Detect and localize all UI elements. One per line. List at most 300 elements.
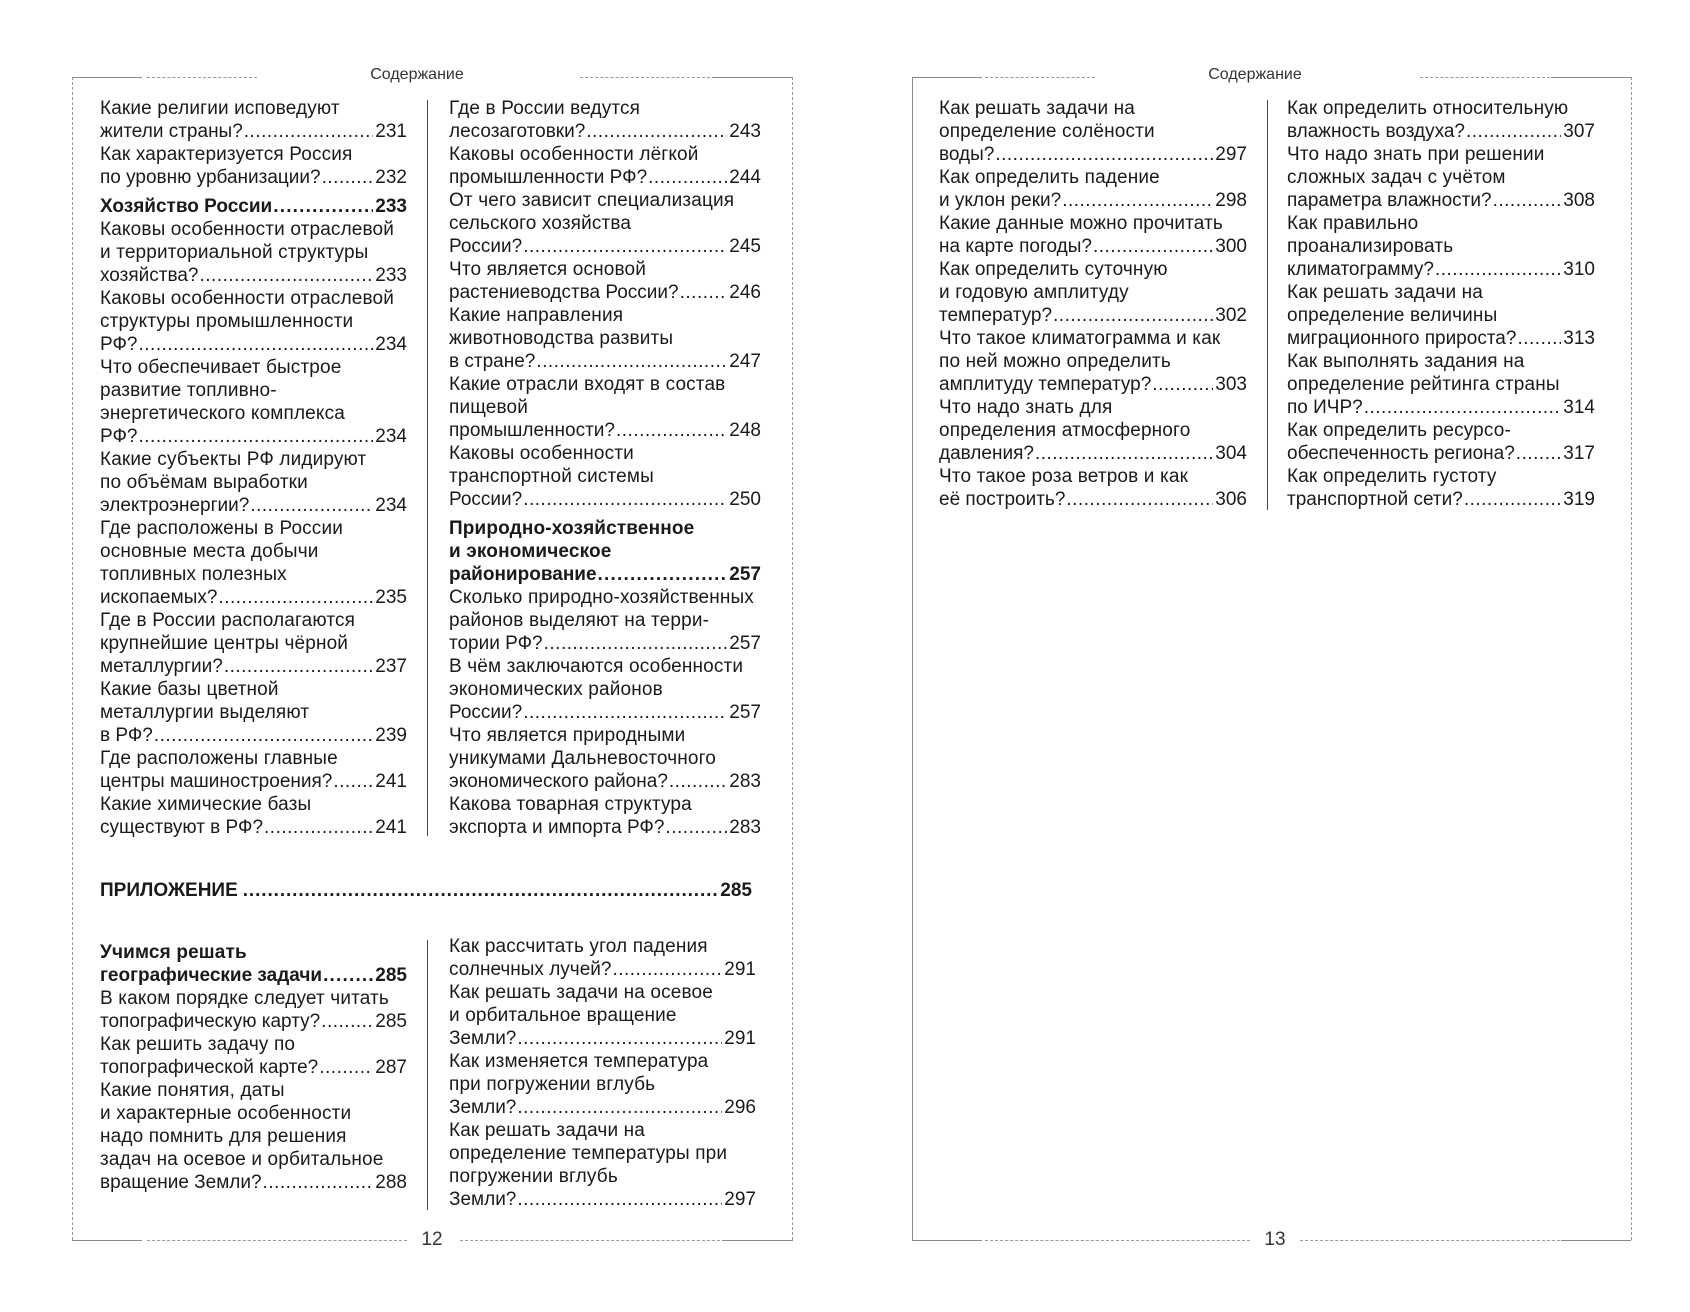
toc-column-1 [100, 97, 407, 839]
leader-dots [523, 701, 727, 724]
frame-top-line [712, 77, 793, 78]
toc-page-number: 243 [729, 121, 761, 142]
toc-entry-text: Что является основой [449, 259, 646, 280]
toc-entry [449, 935, 756, 981]
toc-entry [1287, 281, 1595, 350]
toc-entry-last-line [100, 195, 407, 218]
toc-page-number: 283 [729, 817, 761, 838]
toc-entry [100, 287, 407, 356]
toc-page-number: 231 [375, 121, 407, 142]
toc-entry-last-line [449, 1096, 756, 1119]
leader-dots [648, 166, 727, 189]
leader-dots [1435, 258, 1561, 281]
toc-entry-last-line [939, 143, 1247, 166]
toc-section-heading [449, 517, 761, 586]
leader-dots [154, 724, 373, 747]
leader-dots [1517, 327, 1561, 350]
toc-page-number: 239 [375, 725, 407, 746]
toc-entry [449, 655, 761, 724]
toc-entry-text: центры машиностроения? [100, 771, 333, 792]
leader-dots [517, 1096, 722, 1119]
toc-entry-text: климатограмму? [1287, 259, 1434, 280]
toc-entry-last-line [449, 1027, 756, 1050]
toc-entry [1287, 350, 1595, 419]
toc-page-number: 303 [1215, 374, 1247, 395]
toc-entry-text: топливных полезных [100, 564, 287, 585]
toc-entry [100, 987, 407, 1033]
toc-page-number: 302 [1215, 305, 1247, 326]
toc-entry-text: Какие отрасли входят в состав [449, 374, 726, 395]
toc-entry [1287, 143, 1595, 212]
toc-entry-last-line [939, 189, 1247, 212]
leader-dots [1493, 189, 1562, 212]
toc-entry-last-line [449, 419, 761, 442]
leader-dots [1466, 120, 1561, 143]
toc-entry-text: Что надо знать при решении [1287, 144, 1545, 165]
page-number: 13 [1264, 1229, 1286, 1250]
toc-entry-last-line [939, 373, 1247, 396]
leader-dots [1464, 488, 1561, 511]
toc-entry-text: по уровню урбанизации? [100, 167, 321, 188]
leader-dots [321, 1010, 373, 1033]
toc-entry-text: сложных задач с учётом [1287, 167, 1506, 188]
toc-entry-text: определение температуры при [449, 1143, 728, 1164]
toc-entry-last-line [100, 655, 407, 678]
toc-page-number: 285 [375, 1011, 407, 1032]
toc-entry-text: районирование [449, 564, 597, 585]
toc-entry-text: Где расположены главные [100, 748, 338, 769]
toc-entry-text: параметра влажности? [1287, 190, 1492, 211]
frame-top-dash [985, 77, 1095, 78]
leader-dots [319, 1056, 373, 1079]
toc-entry-last-line [449, 1188, 756, 1211]
toc-entry [449, 586, 761, 655]
toc-entry [100, 1079, 407, 1194]
toc-entry [100, 218, 407, 287]
toc-entry-text: Сколько природно-хозяйственных [449, 587, 754, 608]
toc-entry-last-line [939, 488, 1247, 511]
toc-entry-text: Земли? [449, 1028, 517, 1049]
frame-bottom-line [1561, 1240, 1631, 1241]
toc-entry-text: Какие понятия, даты [100, 1080, 285, 1101]
toc-entry-text: От чего зависит специализация [449, 190, 735, 211]
leader-dots [333, 770, 373, 793]
toc-page-number: 314 [1563, 397, 1595, 418]
frame-bottom-line [72, 1240, 142, 1241]
toc-page-number: 241 [375, 771, 407, 792]
toc-entry-text: Как решать задачи на осевое [449, 982, 713, 1003]
toc-page-number: 234 [375, 334, 407, 355]
toc-entry-last-line [449, 120, 761, 143]
toc-entry [100, 747, 407, 793]
toc-entry-text: Как решать задачи на [1287, 282, 1483, 303]
toc-entry-text: Как определить относительную [1287, 98, 1569, 119]
toc-page-number: 232 [375, 167, 407, 188]
toc-entry-text: электроэнергии? [100, 495, 250, 516]
toc-page-number: 233 [375, 196, 407, 217]
toc-entry-text: и орбитальное вращение [449, 1005, 677, 1026]
toc-entry-text: Как выполнять задания на [1287, 351, 1525, 372]
toc-entry-last-line [449, 563, 761, 586]
frame-bottom-dash [1300, 1240, 1560, 1241]
frame-bottom-line [722, 1240, 793, 1241]
toc-entry-last-line [100, 120, 407, 143]
toc-entry-text: ископаемых? [100, 587, 218, 608]
toc-entry-text: жители страны? [100, 121, 243, 142]
appendix-label: ПРИЛОЖЕНИЕ [100, 880, 238, 901]
toc-entry-text: Как определить ресурсо- [1287, 420, 1511, 441]
toc-entry [939, 327, 1247, 396]
toc-entry-last-line [1287, 442, 1595, 465]
toc-page-number: 246 [729, 282, 761, 303]
toc-entry-text: Какие химические базы [100, 794, 312, 815]
toc-entry [939, 212, 1247, 258]
leader-dots [544, 632, 728, 655]
toc-entry-text: надо помнить для решения [100, 1126, 347, 1147]
toc-entry-text: Как правильно [1287, 213, 1419, 234]
toc-entry-text: В чём заключаются особенности [449, 656, 744, 677]
toc-entry-text: при погружении вглубь [449, 1074, 656, 1095]
toc-entry-text: Как изменяется температура [449, 1051, 709, 1072]
leader-dots [1062, 189, 1213, 212]
toc-entry-text: России? [449, 489, 523, 510]
toc-entry [449, 97, 761, 143]
toc-section-heading [100, 941, 407, 987]
page-number: 12 [421, 1229, 443, 1250]
toc-page-number: 285 [375, 965, 407, 986]
toc-entry-text: экономического района? [449, 771, 668, 792]
toc-entry-text: Какие субъекты РФ лидируют [100, 449, 367, 470]
frame-bottom-dash [147, 1240, 407, 1241]
toc-entry-text: транспортной системы [449, 466, 654, 487]
toc-entry-text: России? [449, 702, 523, 723]
toc-entry-last-line [100, 1010, 407, 1033]
leader-dots [218, 586, 373, 609]
toc-entry-text: хозяйства? [100, 265, 199, 286]
toc-column-2 [1287, 97, 1595, 511]
toc-entry-last-line [1287, 396, 1595, 419]
toc-entry-last-line [449, 281, 761, 304]
leader-dots [517, 1027, 722, 1050]
toc-entry [939, 465, 1247, 511]
toc-entry-text: топографическую карту? [100, 1011, 321, 1032]
toc-entry-last-line [939, 235, 1247, 258]
toc-entry-text: по ней можно определить [939, 351, 1171, 372]
toc-entry-text: солнечных лучей? [449, 959, 612, 980]
toc-entry-text: Каковы особенности отраслевой [100, 219, 395, 240]
toc-page-number: 297 [724, 1189, 756, 1210]
toc-entry-text: Как характеризуется Россия [100, 144, 353, 165]
toc-entry-text: проанализировать [1287, 236, 1454, 257]
toc-entry-last-line [100, 494, 407, 517]
toc-entry-text: лесозаготовки? [449, 121, 586, 142]
toc-column-2 [449, 97, 761, 839]
toc-entry-last-line [100, 1171, 407, 1194]
toc-entry-last-line [100, 586, 407, 609]
toc-entry-last-line [449, 770, 761, 793]
leader-dots [665, 816, 727, 839]
toc-entry-text: и уклон реки? [939, 190, 1062, 211]
toc-page-number: 235 [375, 587, 407, 608]
toc-entry-text: крупнейшие центры чёрной [100, 633, 349, 654]
toc-entry-last-line [449, 488, 761, 511]
toc-entry [100, 448, 407, 517]
toc-entry [449, 1119, 756, 1211]
toc-entry-text: Каковы особенности отраслевой [100, 288, 395, 309]
toc-page-number: 234 [375, 426, 407, 447]
toc-entry-last-line [100, 425, 407, 448]
leader-dots [138, 333, 373, 356]
toc-entry-text: на карте погоды? [939, 236, 1092, 257]
toc-entry-last-line [100, 964, 407, 987]
toc-entry-last-line [1287, 258, 1595, 281]
toc-entry-text: миграционного прироста? [1287, 328, 1517, 349]
appendix-entry [100, 880, 752, 902]
toc-entry-text: влажность воздуха? [1287, 121, 1465, 142]
toc-entry-text: и характерные особенности [100, 1103, 352, 1124]
toc-entry [100, 97, 407, 143]
leader-dots [995, 143, 1213, 166]
frame-left-edge [72, 77, 73, 1240]
toc-page-number: 304 [1215, 443, 1247, 464]
toc-entry-text: Как решать задачи на [449, 1120, 645, 1141]
frame-top-dash [147, 77, 257, 78]
toc-entry [449, 442, 761, 511]
toc-entry [449, 793, 761, 839]
toc-page-number: 237 [375, 656, 407, 677]
toc-entry [100, 143, 407, 189]
frame-bottom-dash [985, 1240, 1250, 1241]
frame-top-dash [1420, 77, 1550, 78]
toc-entry-text: энергетического комплекса [100, 403, 345, 424]
frame-top-line [912, 77, 982, 78]
leader-dots [680, 281, 728, 304]
toc-page-number: 306 [1215, 489, 1247, 510]
toc-entry-text: животноводства развиты [449, 328, 674, 349]
toc-entry-text: основные места добычи [100, 541, 319, 562]
toc-entry-text: в РФ? [100, 725, 153, 746]
toc-entry-text: Где в России располагаются [100, 610, 356, 631]
toc-entry-text: пищевой [449, 397, 528, 418]
toc-entry [449, 258, 761, 304]
toc-page-number: 307 [1563, 121, 1595, 142]
toc-entry [1287, 97, 1595, 143]
toc-page-number: 308 [1563, 190, 1595, 211]
toc-entry-text: промышленности? [449, 420, 615, 441]
toc-page-number: 257 [729, 633, 761, 654]
leader-dots [536, 350, 727, 373]
toc-entry-text: температур? [939, 305, 1053, 326]
toc-entry [939, 396, 1247, 465]
toc-entry-text: Какие религии исповедуют [100, 98, 340, 119]
toc-entry-text: Учимся решать [100, 942, 247, 963]
toc-entry [939, 97, 1247, 166]
toc-entry-text: Какова товарная структура [449, 794, 692, 815]
toc-entry-text: сельского хозяйства [449, 213, 632, 234]
toc-entry-text: Какие данные можно прочитать [939, 213, 1223, 234]
toc-entry-text: воды? [939, 144, 995, 165]
toc-entry-text: определение рейтинга страны [1287, 374, 1560, 395]
toc-page-number: 319 [1563, 489, 1595, 510]
leader-dots [669, 770, 727, 793]
toc-page-number: 298 [1215, 190, 1247, 211]
toc-entry-last-line [939, 304, 1247, 327]
toc-entry-text: уникумами Дальневосточного [449, 748, 717, 769]
toc-entry-text: Хозяйство России [100, 196, 273, 217]
toc-page-number: 233 [375, 265, 407, 286]
toc-page-number: 291 [724, 1028, 756, 1049]
toc-entry-text: промышленности РФ? [449, 167, 648, 188]
toc-entry [100, 678, 407, 747]
toc-entry-text: вращение Земли? [100, 1172, 262, 1193]
toc-entry-last-line [449, 166, 761, 189]
toc-entry [100, 1033, 407, 1079]
toc-entry-text: Где в России ведутся [449, 98, 641, 119]
column-separator [1267, 100, 1268, 510]
toc-entry-text: и экономическое [449, 541, 612, 562]
toc-entry-text: погружении вглубь [449, 1166, 618, 1187]
leader-dots [1152, 373, 1213, 396]
toc-entry-text: Как рассчитать угол падения [449, 936, 708, 957]
toc-entry-text: определение величины [1287, 305, 1498, 326]
toc-entry-text: развитие топливно- [100, 380, 277, 401]
toc-page-number: 287 [375, 1057, 407, 1078]
toc-entry [449, 1050, 756, 1119]
toc-entry-last-line [100, 770, 407, 793]
toc-entry-text: РФ? [100, 426, 138, 447]
leader-dots [250, 494, 373, 517]
leader-dots [1516, 442, 1562, 465]
toc-page-number: 317 [1563, 443, 1595, 464]
toc-entry-text: её построить? [939, 489, 1066, 510]
toc-entry-text: структуры промышленности [100, 311, 354, 332]
frame-bottom-line [912, 1240, 982, 1241]
toc-entry-text: Как решить задачу по [100, 1034, 296, 1055]
toc-page-number: 313 [1563, 328, 1595, 349]
toc-entry-text: давления? [939, 443, 1034, 464]
toc-entry [449, 143, 761, 189]
toc-entry-text: Что является природными [449, 725, 686, 746]
leader-dots [224, 655, 373, 678]
toc-entry-text: обеспеченность региона? [1287, 443, 1515, 464]
toc-entry-text: районов выделяют на терри- [449, 610, 710, 631]
toc-entry-last-line [100, 724, 407, 747]
toc-entry-text: экономических районов [449, 679, 663, 700]
toc-entry-text: существуют в РФ? [100, 817, 264, 838]
toc-column-1 [939, 97, 1247, 511]
leader-dots [1035, 442, 1213, 465]
leader-dots [244, 120, 374, 143]
toc-entry-text: Природно-хозяйственное [449, 518, 695, 539]
toc-entry-text: Как определить суточную [939, 259, 1168, 280]
toc-entry-text: Что обеспечивает быстрое [100, 357, 342, 378]
frame-top-line [72, 77, 142, 78]
leader-dots [598, 563, 728, 586]
toc-entry-text: металлургии выделяют [100, 702, 310, 723]
toc-entry [100, 609, 407, 678]
toc-section-heading [100, 195, 407, 218]
toc-entry-text: Как определить падение [939, 167, 1160, 188]
toc-entry-last-line [1287, 488, 1595, 511]
leader-dots [1364, 396, 1562, 419]
leader-dots [323, 964, 373, 987]
toc-entry-text: Каковы особенности [449, 443, 634, 464]
toc-entry [1287, 212, 1595, 281]
leader-dots [523, 488, 727, 511]
toc-page-number: 244 [729, 167, 761, 188]
toc-page-number: 297 [1215, 144, 1247, 165]
toc-entry-text: топографической карте? [100, 1057, 319, 1078]
toc-entry-text: Где расположены в России [100, 518, 343, 539]
toc-entry-last-line [449, 235, 761, 258]
leader-dots [273, 195, 373, 218]
toc-entry [100, 517, 407, 609]
toc-entry-text: транспортной сети? [1287, 489, 1463, 510]
toc-entry [939, 166, 1247, 212]
toc-entry-text: экспорта и импорта РФ? [449, 817, 665, 838]
leader-dots [1093, 235, 1213, 258]
running-head: Содержание [370, 66, 464, 83]
toc-entry-last-line [449, 632, 761, 655]
frame-top-line [1551, 77, 1631, 78]
toc-entry-text: Как решать задачи на [939, 98, 1135, 119]
toc-entry-text: Какие направления [449, 305, 624, 326]
toc-entry-text: географические задачи [100, 965, 323, 986]
toc-page-number: 245 [729, 236, 761, 257]
leader-dots [586, 120, 727, 143]
toc-entry-text: Какие базы цветной [100, 679, 279, 700]
leader-dots [612, 958, 722, 981]
toc-entry-text: определения атмосферного [939, 420, 1191, 441]
toc-entry-last-line [939, 442, 1247, 465]
toc-entry-text: задач на осевое и орбитальное [100, 1149, 384, 1170]
toc-entry-text: и территориальной структуры [100, 242, 369, 263]
toc-entry-last-line [449, 350, 761, 373]
frame-right-edge [1631, 77, 1632, 1240]
toc-entry [449, 724, 761, 793]
leader-dots [322, 166, 374, 189]
toc-entry-text: по ИЧР? [1287, 397, 1363, 418]
toc-page-number: 257 [729, 702, 761, 723]
toc-page-number: 250 [729, 489, 761, 510]
toc-entry-text: Земли? [449, 1189, 517, 1210]
toc-entry-last-line [1287, 120, 1595, 143]
leader-dots [1066, 488, 1213, 511]
toc-entry-text: Каковы особенности лёгкой [449, 144, 699, 165]
toc-entry-text: определение солёности [939, 121, 1155, 142]
leader-dots [616, 419, 727, 442]
toc-page-number: 247 [729, 351, 761, 372]
leader-dots [523, 235, 727, 258]
toc-page-number: 296 [724, 1097, 756, 1118]
toc-entry-text: металлургии? [100, 656, 223, 677]
column-separator [427, 100, 428, 836]
toc-entry-last-line [449, 701, 761, 724]
toc-entry-text: растениеводства России? [449, 282, 679, 303]
toc-entry-last-line [1287, 327, 1595, 350]
toc-entry-text: и годовую амплитуду [939, 282, 1129, 303]
toc-page-number: 283 [729, 771, 761, 792]
toc-entry [100, 356, 407, 448]
leader-dots [517, 1188, 722, 1211]
toc-entry-last-line [100, 166, 407, 189]
toc-entry [449, 304, 761, 373]
frame-left-edge [912, 77, 913, 1240]
toc-column-3 [100, 935, 407, 1194]
toc-entry-last-line [449, 816, 761, 839]
toc-entry [100, 793, 407, 839]
toc-entry-text: России? [449, 236, 523, 257]
